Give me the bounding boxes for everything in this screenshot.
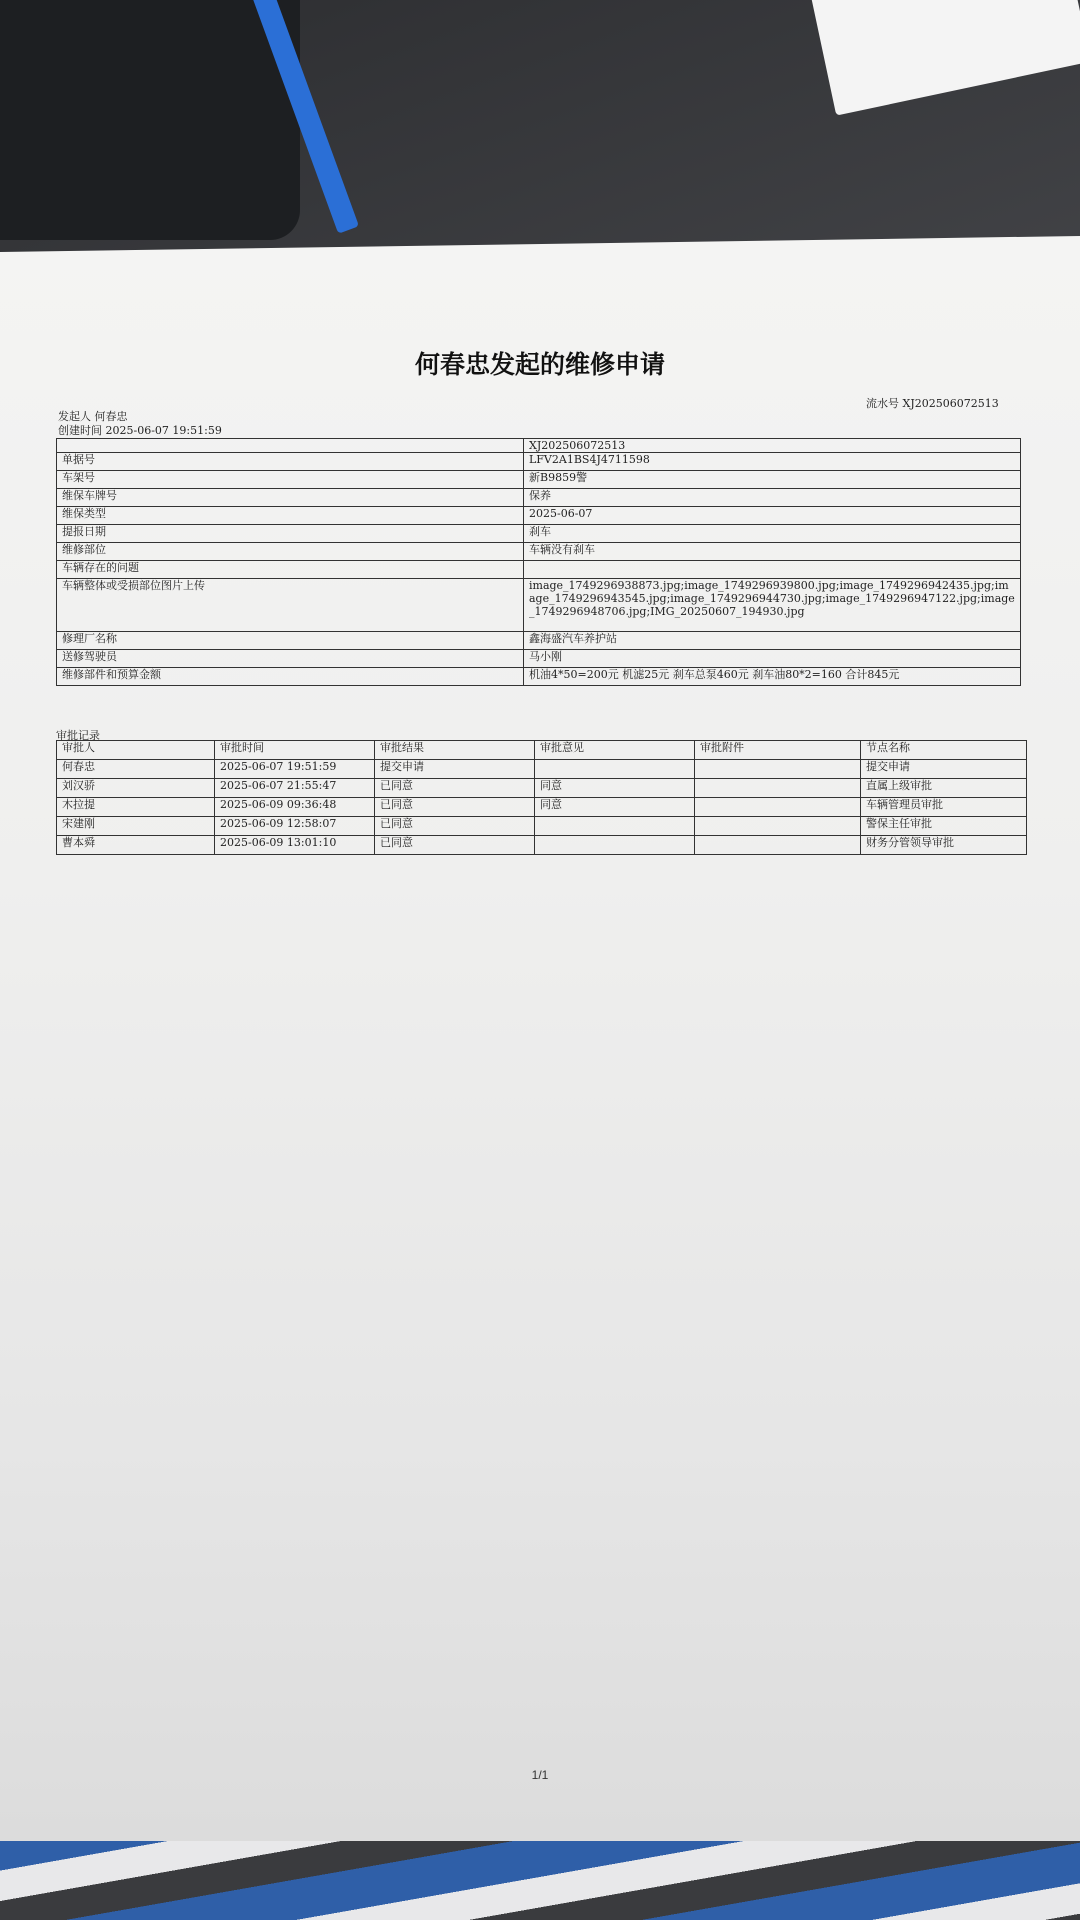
row-value: 保养 [524,489,1021,507]
row-label: 单据号 [57,453,524,471]
approval-cell: 已同意 [375,836,535,855]
table-row [57,453,1021,471]
table-cell: XJ202506072513 [524,439,1021,453]
table-row [57,543,1021,561]
approval-cell: 2025-06-09 12:58:07 [215,817,375,836]
approval-cell: 已同意 [375,817,535,836]
approval-cell: 提交申请 [861,760,1027,779]
approval-cell: 2025-06-09 13:01:10 [215,836,375,855]
dark-object [0,0,300,240]
approval-row [57,779,1027,798]
approval-cell: 直属上级审批 [861,779,1027,798]
approval-row [57,817,1027,836]
row-value: image_1749296938873.jpg;image_1749296939800.jpg;image_1749296942435.jpg;image_1749296943545.jpg;image_1749296944730.jpg;image_1749296947122.jpg;image_1749296948706.jpg;IMG_20250607_194930.jpg [524,579,1021,632]
approval-row [57,760,1027,779]
table-row [57,668,1021,686]
row-value: 刹车 [524,525,1021,543]
table-row [57,632,1021,650]
document-title: 何春忠发起的维修申请 [414,350,665,379]
striped-cloth [0,1830,1080,1920]
approval-cell [695,798,861,817]
approval-cell [535,817,695,836]
row-label: 维修部位 [57,543,524,561]
table-row [57,525,1021,543]
table-row [57,561,1021,579]
table-row [57,579,1021,632]
document-meta-left [58,410,222,438]
row-value: LFV2A1BS4J4711598 [524,453,1021,471]
approval-section-label: 审批记录 [56,729,100,742]
row-label: 维保类型 [57,507,524,525]
row-label: 维保车牌号 [57,489,524,507]
table-row [57,507,1021,525]
approval-cell [695,836,861,855]
info-table [56,438,1021,686]
approval-cell: 已同意 [375,779,535,798]
approval-cell: 已同意 [375,798,535,817]
row-value: 2025-06-07 [524,507,1021,525]
approval-header-cell: 审批人 [57,741,215,760]
approval-cell: 何春忠 [57,760,215,779]
approval-cell: 2025-06-07 19:51:59 [215,760,375,779]
approval-header-cell: 节点名称 [861,741,1027,760]
approval-cell: 木拉提 [57,798,215,817]
approval-cell: 2025-06-07 21:55:47 [215,779,375,798]
approval-cell [535,760,695,779]
approval-cell: 刘汉骄 [57,779,215,798]
row-value: 车辆没有刹车 [524,543,1021,561]
approval-cell: 同意 [535,779,695,798]
table-row [57,439,1021,453]
approval-header-cell: 审批附件 [695,741,861,760]
row-label: 提报日期 [57,525,524,543]
table-row [57,471,1021,489]
approval-cell: 提交申请 [375,760,535,779]
row-value: 新B9859警 [524,471,1021,489]
row-value: 机油4*50=200元 机滤25元 刹车总泵460元 刹车油80*2=160 合计845元 [524,668,1021,686]
approval-header-row [57,741,1027,760]
row-value: 鑫海盛汽车养护站 [524,632,1021,650]
serial-number: 流水号 XJ202506072513 [866,397,999,410]
approval-cell [695,760,861,779]
row-label: 修理厂名称 [57,632,524,650]
row-value: 马小刚 [524,650,1021,668]
approval-cell [535,836,695,855]
row-label: 车架号 [57,471,524,489]
approval-cell: 警保主任审批 [861,817,1027,836]
approval-header-cell: 审批结果 [375,741,535,760]
row-label: 维修部件和预算金额 [57,668,524,686]
created-time: 创建时间 2025-06-07 19:51:59 [58,424,222,437]
approval-cell: 财务分管领导审批 [861,836,1027,855]
approval-cell [695,779,861,798]
approval-header-cell: 审批时间 [215,741,375,760]
row-label: 送修驾驶员 [57,650,524,668]
approval-row [57,798,1027,817]
initiator: 发起人 何春忠 [58,410,128,423]
table-cell [57,439,524,453]
row-label: 车辆整体或受损部位图片上传 [57,579,524,632]
approval-cell: 车辆管理员审批 [861,798,1027,817]
page-number: 1/1 [531,1768,549,1782]
table-row [57,650,1021,668]
approval-cell: 宋建刚 [57,817,215,836]
approval-table [56,740,1027,855]
table-row [57,489,1021,507]
row-value [524,561,1021,579]
approval-cell: 同意 [535,798,695,817]
approval-header-cell: 审批意见 [535,741,695,760]
approval-cell: 曹本舜 [57,836,215,855]
row-label: 车辆存在的问题 [57,561,524,579]
approval-row [57,836,1027,855]
approval-cell: 2025-06-09 09:36:48 [215,798,375,817]
approval-cell [695,817,861,836]
